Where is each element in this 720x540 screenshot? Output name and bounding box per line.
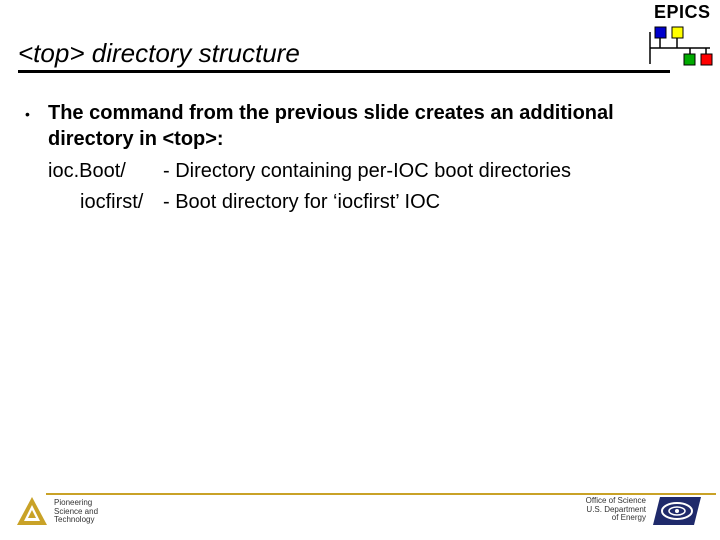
entry-desc-iocfirst: - Boot directory for ‘iocfirst’ IOC: [163, 191, 441, 213]
doe-logo-icon: [652, 496, 702, 526]
footer-left-line: Science and: [54, 506, 99, 516]
entry-desc-iocboot: - Directory containing per-IOC boot directories: [163, 160, 571, 182]
footer-right-line: of Energy: [611, 513, 646, 522]
footer-left-line: Technology: [54, 515, 95, 524]
footer-rule: [46, 493, 716, 495]
epics-logo-icon: [646, 2, 720, 70]
epics-network-icon: [646, 2, 720, 70]
footer-right-line: Office of Science: [585, 496, 646, 505]
body-line-1: The command from the previous slide creates an additional: [48, 102, 614, 124]
footer-right-text: [586, 497, 646, 523]
entry-name-iocfirst: iocfirst/: [80, 191, 144, 213]
argonne-logo-icon: [16, 496, 48, 526]
footer-left-text: [54, 499, 98, 525]
bullet-marker: •: [25, 106, 30, 122]
title-underline: [18, 70, 670, 73]
body-line-2: directory in <top>:: [48, 128, 224, 150]
footer-right-line: U.S. Department: [586, 504, 646, 514]
slide-title: <top> directory structure: [18, 38, 300, 68]
epics-logo-text: EPICS: [654, 2, 711, 22]
entry-name-iocboot: ioc.Boot/: [48, 160, 126, 182]
footer-left-line: Pioneering: [54, 498, 93, 507]
